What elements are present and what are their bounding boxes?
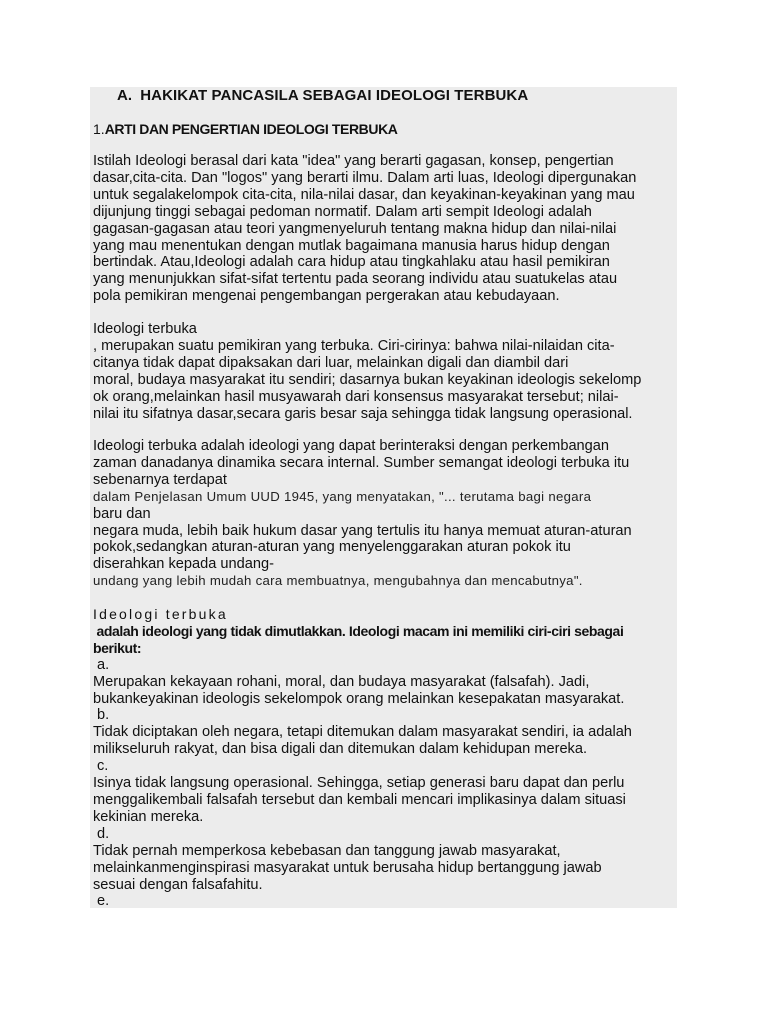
paragraph-definition: [93, 153, 683, 305]
paragraph-open-ideology: [93, 321, 683, 422]
spaced-title: Ideologi terbuka: [93, 606, 228, 622]
text-line: negara muda, lebih baik hukum dasar yang tertulis itu hanya memuat aturan-aturan: [93, 522, 632, 539]
text-line: nilai itu sifatnya dasar,secara garis besar saja sehingga tidak langsung operasional.: [93, 405, 633, 422]
text-line: Ideologi terbuka: [93, 321, 197, 337]
text-line: untuk segalakelompok cita-cita, nila-nilai dasar, dan keyakinan-keyakinan yang mau: [93, 186, 635, 203]
bold-line: adalah ideologi yang tidak dimutlakkan. Ideologi macam ini memiliki ciri-ciri sebagai: [93, 622, 624, 639]
list-item-text: Tidak diciptakan oleh negara, tetapi ditemukan dalam masyarakat sendiri, ia adalah: [93, 724, 632, 741]
subsection-heading: [93, 121, 398, 137]
subsection-heading-number: 1.: [93, 121, 105, 137]
subsection-heading-title: ARTI DAN PENGERTIAN IDEOLOGI TERBUKA: [104, 121, 398, 137]
text-line: pokok,sedangkan aturan-aturan yang menyelenggarakan aturan pokok itu: [93, 539, 571, 556]
text-line: , merupakan suatu pemikiran yang terbuka. Ciri-cirinya: bahwa nilai-nilaidan cita-: [93, 337, 615, 354]
list-item-letter: e.: [97, 893, 110, 910]
section-heading-number: A.: [117, 87, 133, 104]
quote-line: dalam Penjelasan Umum UUD 1945, yang menyatakan, "... terutama bagi negara: [93, 488, 592, 504]
text-line: pola pemikiran mengenai pengembangan pergerakan atau kebudayaan.: [93, 288, 560, 305]
text-line: yang mau menentukan dengan mutlak bagaimana manusia harus hidup dengan: [93, 237, 610, 254]
list-item-text: kekinian mereka.: [93, 808, 204, 825]
list-item-letter: a.: [97, 656, 110, 673]
text-line: ok orang,melainkan hasil musyawarah dari konsensus masyarakat tersebut; nilai-: [93, 388, 619, 405]
text-line: yang menunjukkan sifat-sifat tertentu pada seorang individu atau suatukelas atau: [93, 271, 618, 288]
paragraph-source: [93, 438, 683, 590]
list-item-letter: c.: [97, 758, 109, 775]
text-line: dasar,cita-cita. Dan "logos" yang berarti ilmu. Dalam arti luas, Ideologi dipergunakan: [93, 169, 637, 186]
section-heading: [117, 87, 528, 104]
text-line: diserahkan kepada undang-: [93, 556, 274, 573]
list-item-text: sesuai dengan falsafahitu.: [93, 876, 263, 893]
list-item-text: milikseluruh rakyat, dan bisa digali dan ditemukan dalam kehidupan mereka.: [93, 741, 588, 758]
text-line: Ideologi terbuka adalah ideologi yang dapat berinteraksi dengan perkembangan: [93, 438, 610, 454]
bold-line: berikut:: [93, 639, 142, 656]
section-heading-title: HAKIKAT PANCASILA SEBAGAI IDEOLOGI TERBUKA: [140, 87, 529, 104]
list-item-text: melainkanmenginspirasi masyarakat untuk berusaha hidup bertanggung jawab: [93, 859, 602, 876]
text-line: dijunjung tinggi sebagai pedoman normatif. Dalam arti sempit Ideologi adalah: [93, 203, 592, 220]
quote-line: undang yang lebih mudah cara membuatnya, mengubahnya dan mencabutnya".: [93, 573, 583, 589]
text-line: baru dan: [93, 505, 151, 522]
list-item-text: menggalikembali falsafah tersebut dan kembali mencari implikasinya dalam situasi: [93, 791, 626, 808]
list-item-text: Merupakan kekayaan rohani, moral, dan budaya masyarakat (falsafah). Jadi,: [93, 673, 590, 690]
text-line: zaman danadanya dinamika secara internal. Sumber semangat ideologi terbuka itu: [93, 454, 630, 471]
list-item-letter: b.: [97, 707, 110, 724]
list-item-letter: d.: [97, 825, 110, 842]
paragraph-characteristics: [93, 606, 683, 910]
list-item-text: Tidak pernah memperkosa kebebasan dan tanggung jawab masyarakat,: [93, 842, 561, 859]
text-line: gagasan-gagasan atau teori yangmenyeluruh tentang makna hidup dan nilai-nilai: [93, 220, 617, 237]
text-line: sebenarnya terdapat: [93, 471, 227, 488]
text-line: moral, budaya masyarakat itu sendiri; dasarnya bukan keyakinan ideologis sekelomp: [93, 371, 642, 388]
text-line: Istilah Ideologi berasal dari kata "idea" yang berarti gagasan, konsep, pengertian: [93, 153, 614, 169]
text-line: citanya tidak dapat dipaksakan dari luar, melainkan digali dan diambil dari: [93, 354, 569, 371]
list-item-text: Isinya tidak langsung operasional. Sehingga, setiap generasi baru dapat dan perlu: [93, 775, 625, 792]
list-item-text: bukankeyakinan ideologis sekelompok orang melainkan kesepakatan masyarakat.: [93, 690, 625, 707]
text-line: bertindak. Atau,Ideologi adalah cara hidup atau tingkahlaku atau hasil pemikiran: [93, 254, 610, 271]
